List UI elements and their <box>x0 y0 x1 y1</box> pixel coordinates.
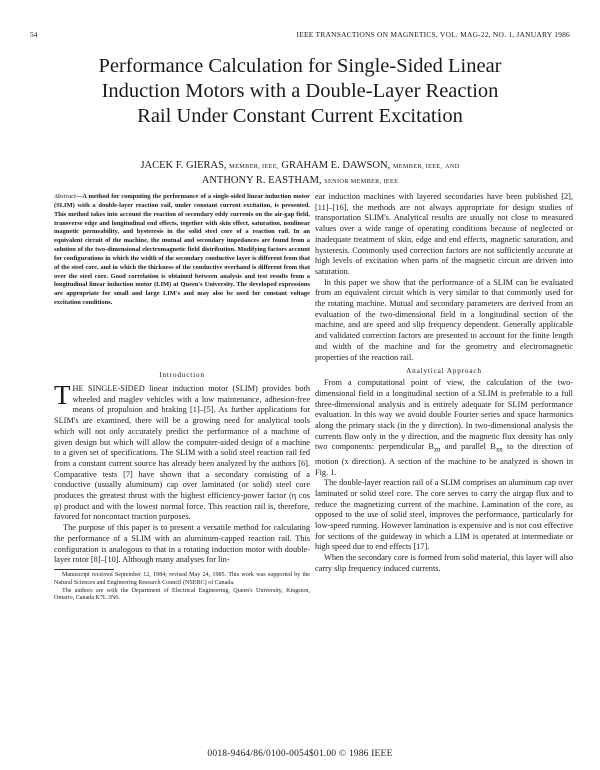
title-line-2: Induction Motors with a Double-Layer Reaction <box>101 80 499 102</box>
introduction-section <box>54 370 310 603</box>
author-and: AND <box>445 163 460 170</box>
right-paragraph-3 <box>315 378 573 478</box>
subscript-zn: zn <box>433 447 441 455</box>
author-gieras: JACEK F. GIERAS, <box>140 160 227 171</box>
copyright-footer: 0018-9464/86/0100-0054$01.00 © 1986 IEEE <box>207 749 393 759</box>
author-dawson-membership: MEMBER, IEEE, <box>392 163 443 170</box>
right-paragraph-1: ear induction machines with layered secondaries have been published [2], [11]–[16], the methods are not always appropriate for design studies of transportation SLIM's. Analytical results are usually not close to measured values over a wide range of operating conditions because of neglected or inadequate treatment of skin, edge and end effects, magnetic saturation, and hysteresis. Commonly used correction factors are not sufficiently accurate at high levels of excitation when parts of the magnetic circuit are driven into saturation. <box>315 192 573 276</box>
right-paragraph-5: When the secondary core is formed from solid material, this layer will also carry slip frequency induced currents. <box>315 553 573 573</box>
p3-text-b: and parallel B <box>440 442 496 452</box>
abstract <box>54 193 310 308</box>
intro-paragraph-1 <box>54 380 310 523</box>
author-line-2 <box>40 174 560 189</box>
footnote-divider <box>54 569 114 570</box>
drop-cap: T <box>54 380 71 410</box>
author-eastham-membership: SENIOR MEMBER, IEEE <box>324 178 399 185</box>
p3-text-c: to the direction of motion (x direction). A section of the machine to be analyzed is shown in Fig. 1. <box>315 442 573 477</box>
right-paragraph-4: The double-layer reaction rail of a SLIM comprises an aluminum cap over laminated or solid steel core. The core serves to carry the airgap flux and to reduce the magnetizing current of the machine. Lamination of the core, as opposed to the use of solid steel, improves the performance, particularly for low-speed running. However lamination is expensive and is not cost effective for sections of the guideway in which a LIM is operated at intermediate or high speed due to end effects [17]. <box>315 478 573 552</box>
introduction-heading: Introduction <box>159 370 205 379</box>
footnote-affiliation: The authors are with the Department of Electrical Engineering, Queen's University, Kingston, Ontario, Canada K7L 3N6. <box>54 587 310 602</box>
abstract-label: Abstract <box>54 193 76 200</box>
p3-text-a: From a computational point of view, the calculation of the two-dimensional field in a longitudinal section of a SLIM is preferable to a full three-dimensional analysis and is entirely adequate for SLIM performance evaluation. In this way we avoid double Fourier series and space harmonics along the primary stack (in the y direction). In two-dimensional analysis the currents flow only in the y direction, and the magnetic flux density has only two components: perpendicular B <box>315 378 573 452</box>
author-gieras-membership: MEMBER, IEEE, <box>229 163 279 170</box>
right-column <box>315 192 573 575</box>
right-paragraph-2: In this paper we show that the performance of a SLIM can be evaluated from an equivalent circuit which is very similar to that commonly used for the rotating machine. Mutual and secondary parameters are derived from an evaluation of the two-dimensional field in a longitudinal section of the machine, and are speed and slip frequency dependent. Generally applicable and validated correction factors are presented to account for the finite length and width of the machine and for the geometry and electromagnetic properties of the reaction rail. <box>315 277 573 362</box>
abstract-text: —A method for computing the performance of a single-sided linear induction motor (SLIM) with a double-layer reaction rail, under constant current excitation, is presented. This method takes into account the reaction of secondary eddy currents on the air-gap field, transverse edge and longitudinal end effects, together with skin effect, saturation, nonlinear magnetic permeability, and hysteresis in the solid steel core of a reaction rail. In an equivalent circuit of the machine, the mutual and secondary impedances are found from a solution of the two-dimensional electromagnetic field distribution. Modifying factors account for configurations in which the width of the secondary conductive layer is different from that of the steel core, and in which the thickness of the conductive overhand is different from that over the steel core. Good correlation is obtained between analysis and test results from a longitudinal linear induction motor (LIM) at Queen's University. The developed expressions are appropriate for small and large LIM's and may also be used for constant voltage excitation conditions. <box>54 193 310 307</box>
author-eastham: ANTHONY R. EASTHAM, <box>201 175 322 186</box>
journal-name: IEEE TRANSACTIONS ON MAGNETICS, VOL. MAG-22, NO. 1, JANUARY 1986 <box>296 30 570 39</box>
analytical-approach-heading: Analytical Approach <box>406 366 482 376</box>
footnote-manuscript: Manuscript received September 12, 1984; revised May 24, 1985. This work was supported by the Natural Sciences and Engineering Research Council (NSERC) of Canada. <box>54 571 310 586</box>
running-header <box>30 30 570 42</box>
page-number: 54 <box>30 30 38 39</box>
author-list <box>40 159 560 189</box>
paper-title <box>40 54 560 129</box>
title-line-3: Rail Under Constant Current Excitation <box>137 105 463 127</box>
author-dawson: GRAHAM E. DAWSON, <box>281 160 391 171</box>
author-line-1 <box>40 159 560 174</box>
intro-paragraph-2: The purpose of this paper is to present a versatile method for calculating the performance of a SLIM with an aluminum-capped reaction rail. This configuration is analogous to that in a rotating induction motor with double-layer rotor [8]–[10]. Although many analyses for lin- <box>54 523 310 565</box>
subscript-xn: xn <box>495 447 503 455</box>
title-line-1: Performance Calculation for Single-Sided Linear <box>98 55 502 77</box>
intro-p1-text: HE SINGLE-SIDED linear induction motor (SLIM) provides both wheeled and maglev vehicles with a low maintenance, adhesion-free means of propulsion and braking [1]–[5]. As further applications for SLIM's are examined, there will be a growing need for analytical tools which will not only accurately predict the performance of a machine of given design but which will allow the computer-aided design of a machine to a given set of specifications. The SLIM with a solid steel reaction rail fed from a constant current source has already been analyzed by the authors [6]. Comparative tests [7] have shown that a secondary consisting of a conductive (usually aluminum) cap over laminated (or solid) steel core produces the greatest thrust with the highest efficiency-power factor (η cos φ) product and with the lowest normal force. This reaction rail is, therefore, favored for noncontact traction purposes. <box>54 384 310 522</box>
